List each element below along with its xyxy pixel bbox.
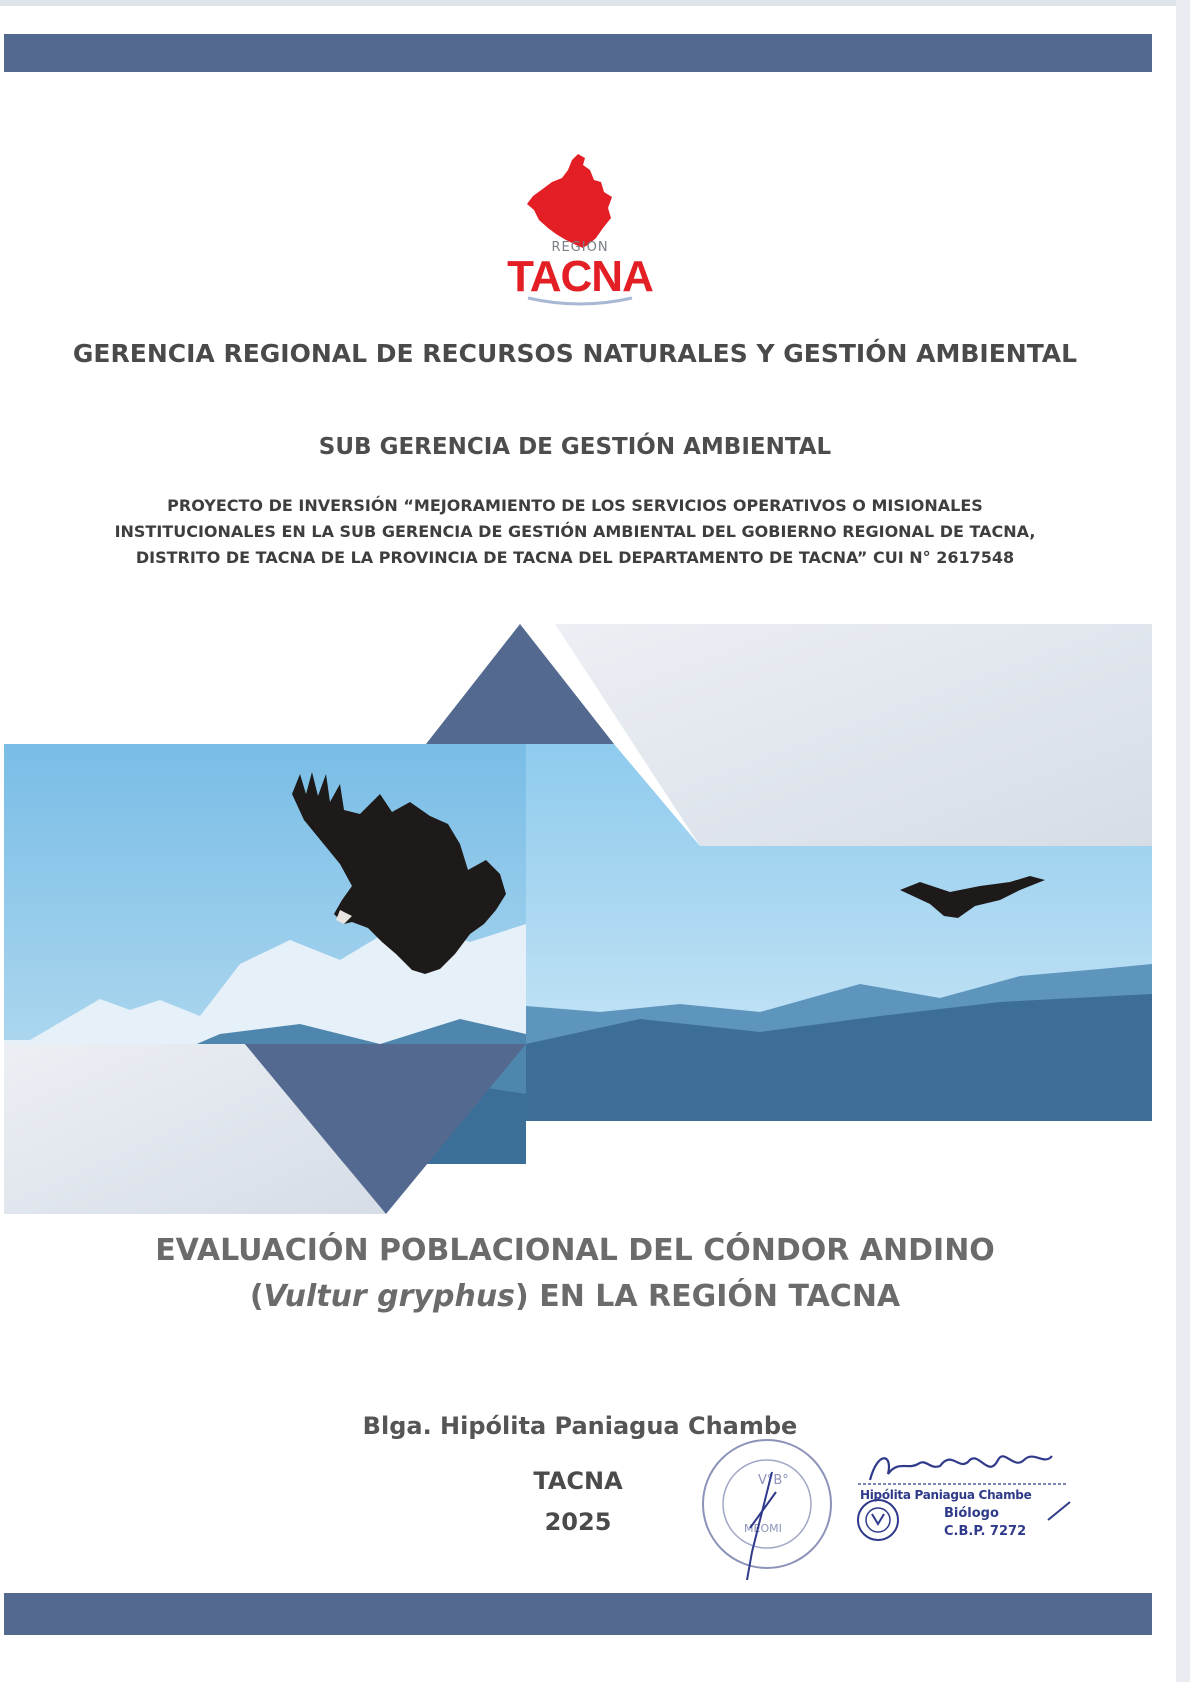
scientific-name: Vultur gryphus (263, 1279, 516, 1314)
gerencia-heading: GERENCIA REGIONAL DE RECURSOS NATURALES Y GESTIÓN AMBIENTAL (72, 339, 1078, 368)
author-name: Blga. Hipólita Paniagua Chambe (362, 1412, 798, 1440)
vobo-stamp (692, 1432, 842, 1582)
title-line2-rest: EN LA REGIÓN TACNA (528, 1279, 901, 1314)
signature-name: Hipólita Paniagua Chambe (860, 1488, 1032, 1502)
paren-close: ) (515, 1279, 529, 1314)
logo-region-label: REGION (551, 240, 609, 255)
signature-block (848, 1440, 1078, 1590)
stamp-seal-icon (692, 1432, 842, 1582)
condor-photo-banner (0, 624, 1190, 1214)
report-title-line2 (60, 1279, 1090, 1314)
stamp-vobo: V°B° (758, 1473, 789, 1488)
scan-edge-top (0, 0, 1190, 6)
year-label: 2025 (544, 1508, 612, 1536)
city-label: TACNA (533, 1467, 623, 1495)
report-title-line1: EVALUACIÓN POBLACIONAL DEL CÓNDOR ANDINO (155, 1233, 995, 1268)
region-tacna-logo (490, 148, 670, 318)
condor-banner-graphic (0, 624, 1190, 1214)
top-decorative-band (4, 34, 1152, 72)
sub-gerencia-heading: SUB GERENCIA DE GESTIÓN AMBIENTAL (318, 434, 832, 460)
stamp-name: MEOMI (744, 1522, 782, 1535)
signature-title: Biólogo (944, 1506, 999, 1521)
bottom-decorative-band (4, 1593, 1152, 1635)
logo-tacna-label: TACNA (507, 252, 653, 301)
paren-open: ( (249, 1279, 264, 1314)
signature-registration: C.B.P. 7272 (944, 1524, 1027, 1539)
proyecto-description: PROYECTO DE INVERSIÓN “MEJORAMIENTO DE LOS SERVICIOS OPERATIVOS O MISIONALES INSTITUCIONALES EN LA SUB GERENCIA DE GESTIÓN AMBIENTAL DEL GOBIERNO REGIONAL DE TACNA, DISTRITO DE TACNA DE LA PROVINCIA DE TACNA DEL DEPARTAMENTO DE TACNA” CUI N° 2617548 (114, 496, 1036, 567)
